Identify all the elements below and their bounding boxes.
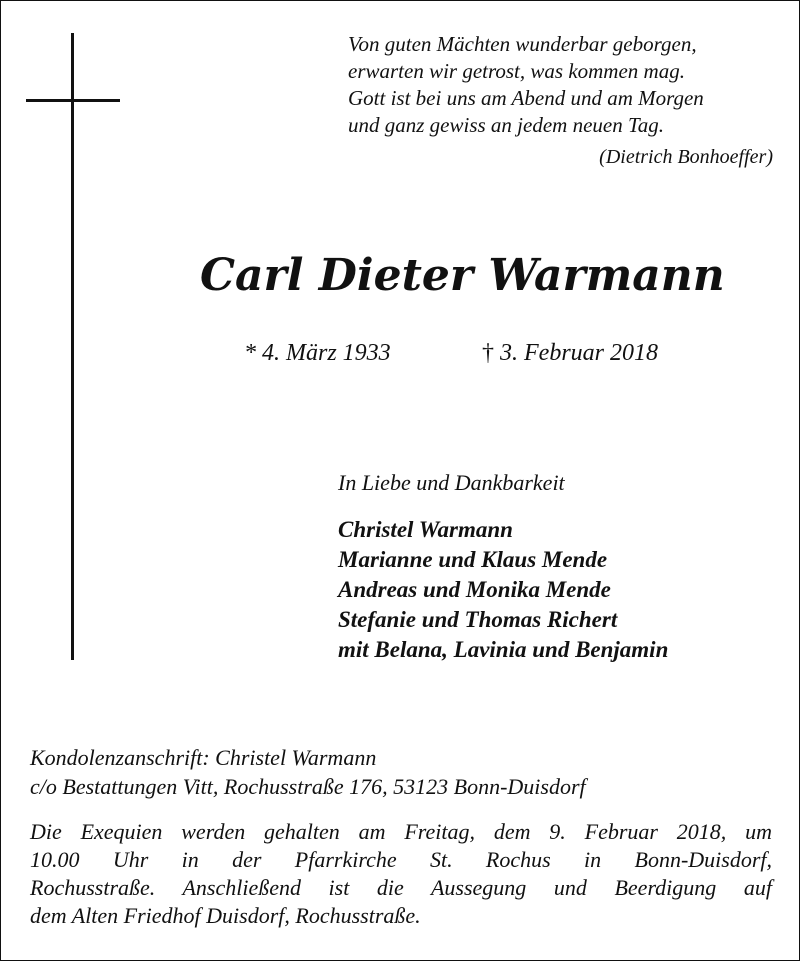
service-line: Rochusstraße. Anschließend ist die Aussegung und Beerdigung auf [30, 875, 772, 900]
poem-line: Gott ist bei uns am Abend und am Morgen [348, 86, 704, 110]
poem-line: erwarten wir getrost, was kommen mag. [348, 59, 685, 83]
poem-line: Von guten Mächten wunderbar geborgen, [348, 32, 697, 56]
mourner-name: mit Belana, Lavinia und Benjamin [338, 637, 669, 662]
mourner-name: Christel Warmann [338, 517, 513, 542]
service-line: dem Alten Friedhof Duisdorf, Rochusstraße. [30, 903, 421, 928]
cross-horizontal-bar [26, 99, 120, 102]
service-line: Die Exequien werden gehalten am Freitag, dem 9. Februar 2018, um [30, 819, 772, 844]
mourner-name: Stefanie und Thomas Richert [338, 607, 618, 632]
condolence-line: Kondolenzanschrift: Christel Warmann [30, 745, 377, 770]
poem-author: (Dietrich Bonhoeffer) [599, 146, 773, 168]
birth-date: * 4. März 1933 [244, 340, 391, 366]
deceased-name: Carl Dieter Warmann [200, 250, 725, 301]
condolence-address [30, 743, 780, 801]
cross-vertical-bar [71, 33, 74, 660]
mourner-name: Andreas und Monika Mende [338, 577, 611, 602]
condolence-line: c/o Bestattungen Vitt, Rochusstraße 176, 53123 Bonn-Duisdorf [30, 774, 586, 799]
dagger-icon: † [482, 340, 494, 366]
death-date: 3. Februar 2018 [500, 340, 658, 366]
poem-line: und ganz gewiss an jedem neuen Tag. [348, 113, 664, 137]
mourners-list [338, 515, 668, 665]
mourner-name: Marianne und Klaus Mende [338, 547, 608, 572]
death-date-block [482, 340, 658, 367]
poem-quote [348, 31, 788, 139]
thanks-line: In Liebe und Dankbarkeit [338, 470, 565, 495]
service-line: 10.00 Uhr in der Pfarrkirche St. Rochus in Bonn-Duisdorf, [30, 847, 772, 872]
funeral-service-notice [30, 818, 772, 930]
